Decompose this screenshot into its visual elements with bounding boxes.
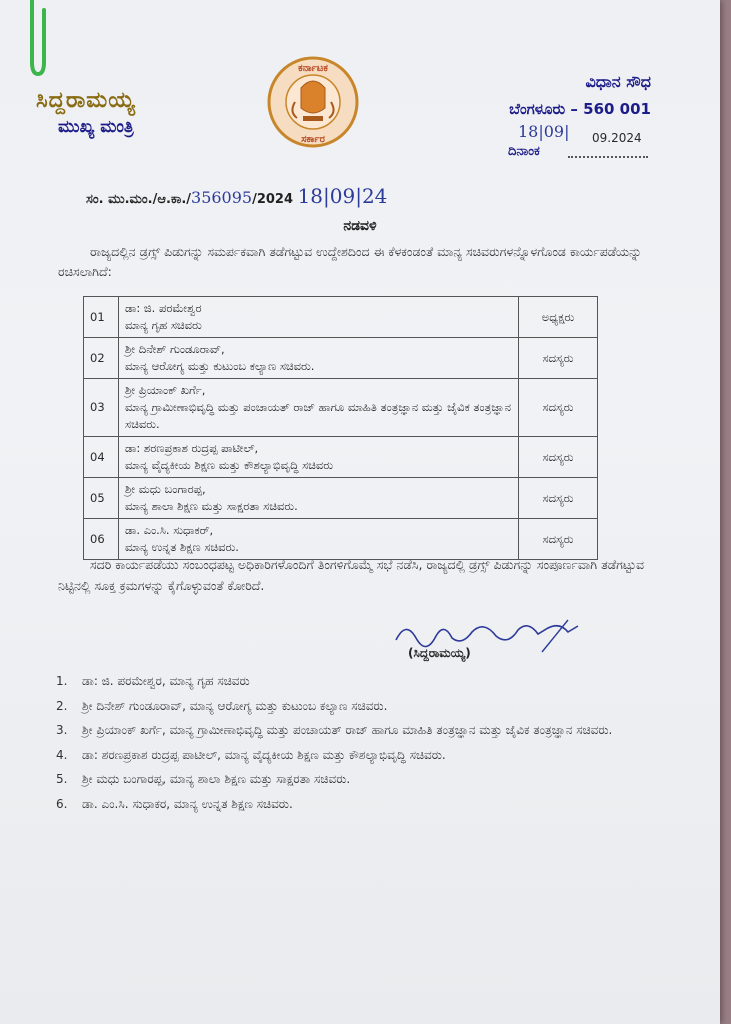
list-item: 4. ಡಾ: ಶರಣಪ್ರಕಾಶ ರುದ್ರಪ್ಪ ಪಾಟೀಲ್, ಮಾನ್ಯ ವೈದ್ಯಕೀಯ ಶಿಕ್ಷಣ ಮತ್ತು ಕೌಶಲ್ಯಾಭಿವೃದ್ಧಿ ಸಚಿವರು. — [56, 747, 446, 762]
list-item: 5. ಶ್ರೀ ಮಧು ಬಂಗಾರಪ್ಪ, ಮಾನ್ಯ ಶಾಲಾ ಶಿಕ್ಷಣ ಮತ್ತು ಸಾಕ್ಷರತಾ ಸಚಿವರು. — [56, 772, 351, 786]
reference-prefix: ಸಂ. ಮು.ಮಂ./ಆ.ಕಾ./ — [86, 192, 192, 207]
member-portfolio: ಮಾನ್ಯ ಗೃಹ ಸಚಿವರು — [125, 318, 202, 332]
member-name: ಡಾ. ಎಂ.ಸಿ. ಸುಧಾಕರ್, — [125, 523, 214, 537]
member-role: ಅಧ್ಯಕ್ಷರು — [519, 297, 598, 338]
member-number: 06 — [84, 519, 119, 560]
member-role: ಸದಸ್ಯರು — [519, 338, 598, 379]
list-item: 2. ಶ್ರೀ ದಿನೇಶ್ ಗುಂಡೂರಾವ್, ಮಾನ್ಯ ಆರೋಗ್ಯ ಮತ್ತು ಕುಟುಂಬ ಕಲ್ಯಾಣ ಸಚಿವರು. — [56, 698, 388, 713]
table-row — [84, 338, 598, 379]
table-row — [84, 478, 598, 519]
member-role: ಸದಸ್ಯರು — [519, 379, 598, 437]
member-details — [119, 379, 519, 437]
office-name: ವಿಧಾನ ಸೌಧ — [585, 72, 651, 91]
reference-year: 2024 — [256, 192, 294, 207]
member-name: ಶ್ರೀ ಪ್ರಿಯಾಂಕ್ ಖರ್ಗೆ, — [125, 383, 206, 397]
member-portfolio: ಮಾನ್ಯ ಗ್ರಾಮೀಣಾಭಿವೃದ್ಧಿ ಮತ್ತು ಪಂಚಾಯತ್ ರಾಜ್ ಹಾಗೂ ಮಾಹಿತಿ ತಂತ್ರಜ್ಞಾನ ಮತ್ತು ಜೈವಿಕ ತಂತ್ರಜ್ಞಾನ ಸಚಿವರು. — [125, 400, 511, 431]
member-number: 02 — [84, 338, 119, 379]
member-details — [119, 338, 519, 379]
member-number: 01 — [84, 297, 119, 338]
member-name: ಶ್ರೀ ಮಧು ಬಂಗಾರಪ್ಪ, — [125, 482, 206, 496]
member-role: ಸದಸ್ಯರು — [519, 437, 598, 478]
office-block — [486, 72, 651, 118]
date-label: ದಿನಾಂಕ — [508, 144, 540, 159]
table-row — [84, 379, 598, 437]
table-row — [84, 297, 598, 338]
intro-paragraph: ರಾಜ್ಯದಲ್ಲಿನ ಡ್ರಗ್ಸ್ ಪಿಡುಗನ್ನು ಸಮರ್ಪಕವಾಗಿ ತಡೆಗಟ್ಟುವ ಉದ್ದೇಶದಿಂದ ಈ ಕೆಳಕಂಡಂತೆ ಮಾನ್ಯ ಸಚಿವರುಗಳನ್ನೊಳಗೊಂಡ ಕಾರ್ಯಪಡೆಯನ್ನು ರಚಿಸಲಾಗಿದೆ: — [58, 244, 642, 279]
member-portfolio: ಮಾನ್ಯ ಆರೋಗ್ಯ ಮತ್ತು ಕುಟುಂಬ ಕಲ್ಯಾಣ ಸಚಿವರು. — [125, 359, 315, 373]
member-role: ಸದಸ್ಯರು — [519, 478, 598, 519]
member-number: 05 — [84, 478, 119, 519]
member-name: ಶ್ರೀ ದಿನೇಶ್ ಗುಂಡೂರಾವ್, — [125, 342, 225, 356]
member-portfolio: ಮಾನ್ಯ ಶಾಲಾ ಶಿಕ್ಷಣ ಮತ್ತು ಸಾಕ್ಷರತಾ ಸಚಿವರು. — [125, 499, 298, 513]
subject-heading: ನಡವಳಿ — [343, 218, 377, 234]
member-details — [119, 478, 519, 519]
member-number: 04 — [84, 437, 119, 478]
sender-name: ಸಿದ್ದರಾಮಯ್ಯ — [36, 88, 136, 113]
member-details — [119, 437, 519, 478]
member-role: ಸದಸ್ಯರು — [519, 519, 598, 560]
list-item: 1. ಡಾ: ಜಿ. ಪರಮೇಶ್ವರ, ಮಾನ್ಯ ಗೃಹ ಸಚಿವರು — [56, 674, 250, 688]
signatory-name: (ಸಿದ್ದರಾಮಯ್ಯ) — [408, 646, 471, 660]
reference-handwritten-number: 356095 — [191, 188, 253, 207]
emblem-text-bottom: ಸರ್ಕಾರ — [301, 134, 325, 145]
handwritten-date: 18|09| — [518, 122, 570, 141]
member-number: 03 — [84, 379, 119, 437]
paper-clip-icon — [26, 0, 48, 78]
emblem-text-top: ಕರ್ನಾಟಕ — [298, 63, 328, 74]
table-row — [84, 437, 598, 478]
member-portfolio: ಮಾನ್ಯ ಉನ್ನತ ಶಿಕ್ಷಣ ಸಚಿವರು. — [125, 540, 239, 554]
sender-block — [36, 88, 136, 137]
closing-paragraph: ಸದರಿ ಕಾರ್ಯಪಡೆಯು ಸಂಬಂಧಪಟ್ಟ ಅಧಿಕಾರಿಗಳೊಂದಿಗೆ ತಿಂಗಳಿಗೊಮ್ಮೆ ಸಭೆ ನಡೆಸಿ, ರಾಜ್ಯದಲ್ಲಿ ಡ್ರಗ್ಸ್ ಪಿಡುಗನ್ನು ಸಂಪೂರ್ಣವಾಗಿ ತಡೆಗಟ್ಟುವ ನಿಟ್ಟಿನಲ್ಲಿ ಸೂಕ್ತ ಕ್ರಮಗಳನ್ನು ಕೈಗೊಳ್ಳುವಂತೆ ಕೋರಿದೆ. — [58, 557, 644, 593]
reference-number: ಸಂ. ಮು.ಮಂ./ಆ.ಕಾ./356095/2024 18|09|24 — [86, 184, 388, 208]
printed-date: 09.2024 — [592, 131, 642, 145]
member-name: ಡಾ: ಶರಣಪ್ರಕಾಶ ರುದ್ರಪ್ಪ ಪಾಟೀಲ್, — [125, 441, 259, 455]
reference-handwritten-date: 18|09|24 — [297, 184, 388, 208]
date-dotted-line — [568, 156, 648, 158]
office-city-pin: ಬೆಂಗಳೂರು – 560 001 — [509, 100, 651, 118]
list-item: 3. ಶ್ರೀ ಪ್ರಿಯಾಂಕ್ ಖರ್ಗೆ, ಮಾನ್ಯ ಗ್ರಾಮೀಣಾಭಿವೃದ್ಧಿ ಮತ್ತು ಪಂಚಾಯತ್ ರಾಜ್ ಹಾಗೂ ಮಾಹಿತಿ ತಂತ್ರಜ್ಞಾನ ಮತ್ತು ಜೈವಿಕ ತಂತ್ರಜ್ಞಾನ ಸಚಿವರು. — [56, 723, 613, 737]
members-table — [83, 296, 598, 560]
list-item: 6. ಡಾ. ಎಂ.ಸಿ. ಸುಧಾಕರ, ಮಾನ್ಯ ಉನ್ನತ ಶಿಕ್ಷಣ ಸಚಿವರು. — [56, 796, 293, 811]
copy-to-list — [56, 672, 676, 819]
member-portfolio: ಮಾನ್ಯ ವೈದ್ಯಕೀಯ ಶಿಕ್ಷಣ ಮತ್ತು ಕೌಶಲ್ಯಾಭಿವೃದ್ಧಿ ಸಚಿವರು — [125, 458, 334, 472]
member-name: ಡಾ: ಜಿ. ಪರಮೇಶ್ವರ — [125, 301, 202, 315]
member-details — [119, 297, 519, 338]
karnataka-emblem-icon — [267, 56, 359, 148]
sender-designation: ಮುಖ್ಯ ಮಂತ್ರಿ — [58, 117, 134, 137]
